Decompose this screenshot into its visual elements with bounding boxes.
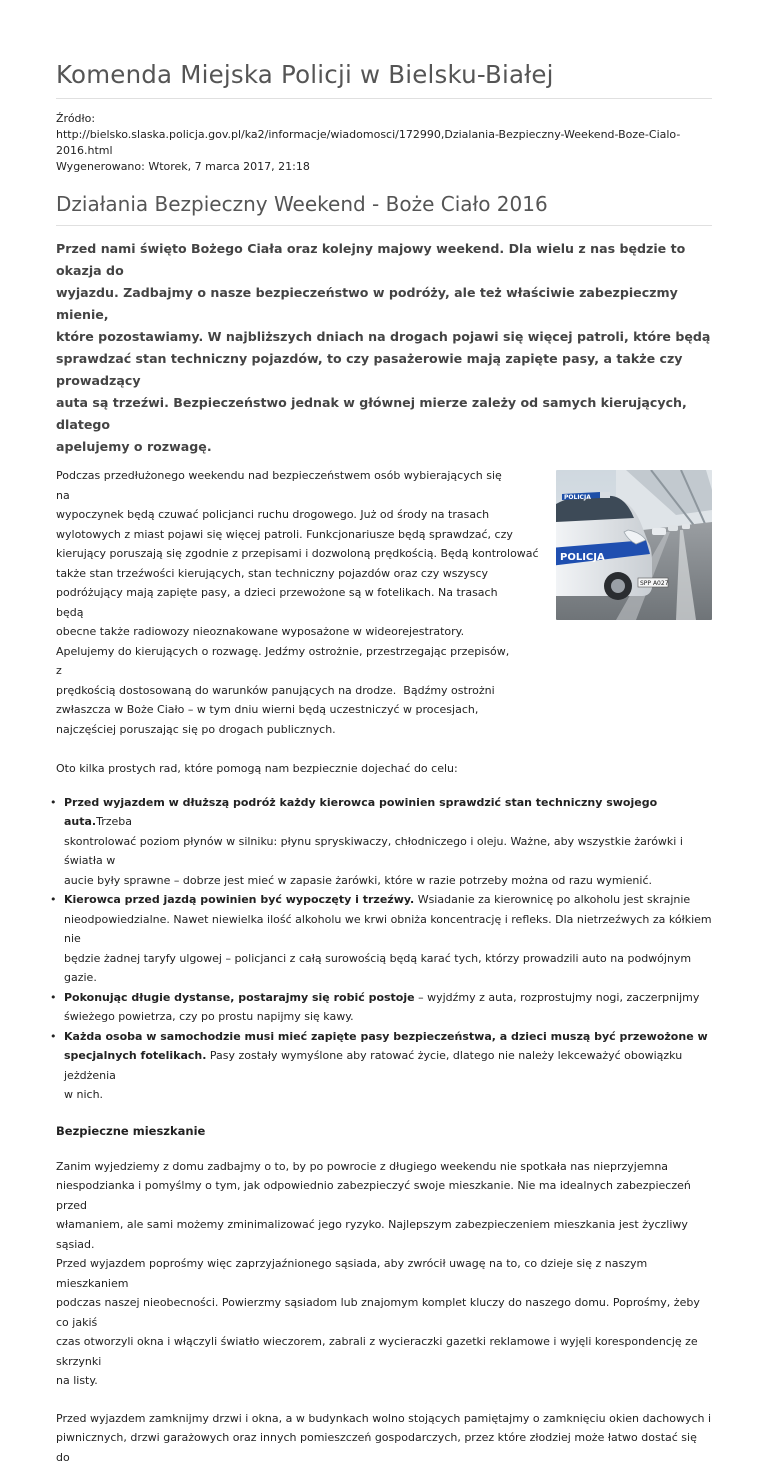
tip-text: Pasy zostały wymyślone aby ratować życie, dlatego nie należy lekceważyć obowiązku jeżdżenia [64, 1049, 682, 1082]
intro-paragraph [56, 466, 518, 739]
intro-line: Podczas przedłużonego weekendu nad bezpieczeństwem osób wybierających się na [56, 466, 518, 505]
tips-intro: Oto kilka prostych rad, które pomogą nam bezpiecznie dojechać do celu: [56, 759, 712, 779]
police-car-image [556, 470, 712, 620]
list-item [56, 793, 712, 891]
intro-line: prędkością dostosowaną do warunków panujących na drodze. Bądźmy ostrożni [56, 681, 518, 701]
car-side-text: POLICJA [560, 552, 605, 563]
source-url: http://bielsko.slaska.policja.gov.pl/ka2/informacje/wiadomosci/172990,Dzialania-Bezpieczny-Weekend-Boze-Cialo-2016.html [56, 127, 712, 159]
tips-list [56, 793, 712, 1105]
list-item [56, 890, 712, 988]
section-heading: Bezpieczne mieszkanie [56, 1121, 712, 1141]
tip-bold: Przed wyjazdem w dłuższą podróż każdy kierowca powinien sprawdzić stan techniczny swojego auta. [64, 796, 657, 829]
list-item [56, 1027, 712, 1105]
home-paragraph [56, 1157, 712, 1391]
lead-line: auta są trzeźwi. Bezpieczeństwo jednak w głównej mierze zależy od samych kierujących, dlatego [56, 392, 712, 436]
bullet-icon: • [50, 1027, 57, 1047]
article-title-divider [56, 225, 712, 226]
tip-bold: Kierowca przed jazdą powinien być wypoczęty i trzeźwy. [64, 893, 414, 906]
source-label: Źródło: [56, 111, 712, 127]
tip-text: aucie były sprawne – dobrze jest mieć w zapasie żarówki, które w razie potrzeby można od razu wymienić. [64, 874, 652, 887]
source-meta [56, 111, 712, 175]
tip-text: będzie żadnej taryfy ulgowej – policjanci z całą surowością będą karać tych, którzy prowadzili auto na podwójnym gazie. [64, 952, 691, 985]
tip-bold: specjalnych fotelikach. [64, 1049, 206, 1062]
home-line: Zanim wyjedziemy z domu zadbajmy o to, by po powrocie z długiego weekendu nie spotkała nas nieprzyjemna [56, 1157, 712, 1177]
article-title: Działania Bezpieczny Weekend - Boże Ciało 2016 [56, 189, 712, 219]
tip-text: – wyjdźmy z auta, rozprostujmy nogi, zaczerpnijmy [415, 991, 700, 1004]
tip-bold: Każda osoba w samochodzie musi mieć zapięte pasy bezpieczeństwa, a dzieci muszą być przewożone w [64, 1030, 708, 1043]
tip-text: skontrolować poziom płynów w silniku: płynu spryskiwaczy, chłodniczego i oleju. Ważne, aby wszystkie żarówki i światła w [64, 835, 683, 868]
lead-line: wyjazdu. Zadbajmy o nasze bezpieczeństwo w podróży, ale też właściwie zabezpieczmy mienie, [56, 282, 712, 326]
intro-line: wypoczynek będą czuwać policjanci ruchu drogowego. Już od środy na trasach [56, 505, 518, 525]
tip-text: świeżego powietrza, czy po prostu napijmy się kawy. [64, 1010, 354, 1023]
list-item [56, 988, 712, 1027]
intro-line: obecne także radiowozy nieoznakowane wyposażone w wideorejestratory. [56, 622, 518, 642]
home-line: na listy. [56, 1371, 712, 1391]
tip-text: Wsiadanie za kierownicę po alkoholu jest skrajnie [414, 893, 690, 906]
tip-text: w nich. [64, 1088, 103, 1101]
tip-bold: Pokonując długie dystanse, postarajmy się robić postoje [64, 991, 415, 1004]
car-roof-text: POLICJA [564, 494, 591, 501]
last-line: piwnicznych, drzwi garażowych oraz innych pomieszczeń gospodarczych, przez które złodziej może łatwo dostać się do [56, 1428, 712, 1467]
license-plate: SPP A027 [640, 580, 669, 587]
home-line: Przed wyjazdem poprośmy więc zaprzyjaźnionego sąsiada, aby zwrócił uwagę na to, co dzieje się z naszym mieszkaniem [56, 1254, 712, 1293]
intro-line: podróżujący mają zapięte pasy, a dzieci przewożone są w fotelikach. Na trasach będą [56, 583, 518, 622]
intro-line: także stan trzeźwości kierujących, stan techniczny pojazdów oraz czy wszyscy [56, 564, 518, 584]
home-line: włamaniem, ale sami możemy zminimalizować jego ryzyko. Najlepszym zabezpieczeniem mieszkania jest życzliwy sąsiad. [56, 1215, 712, 1254]
lead-line: które pozostawiamy. W najbliższych dniach na drogach pojawi się więcej patroli, które będą [56, 326, 712, 348]
bullet-icon: • [50, 793, 57, 813]
generated-date: Wygenerowano: Wtorek, 7 marca 2017, 21:18 [56, 159, 712, 175]
intro-line: zwłaszcza w Boże Ciało – w tym dniu wierni będą uczestniczyć w procesjach, [56, 700, 518, 720]
tip-text: Trzeba [96, 815, 132, 828]
bullet-icon: • [50, 988, 57, 1008]
intro-line: Apelujemy do kierujących o rozwagę. Jedźmy ostrożnie, przestrzegając przepisów, z [56, 642, 518, 681]
last-paragraph [56, 1409, 712, 1467]
intro-line: wylotowych z miast pojawi się więcej patroli. Funkcjonariusze będą sprawdzać, czy [56, 525, 518, 545]
intro-block [56, 466, 712, 739]
site-title: Komenda Miejska Policji w Bielsku-Białej [56, 0, 712, 92]
intro-line: kierujący poruszają się zgodnie z przepisami i dozwoloną prędkością. Będą kontrolować [56, 544, 518, 564]
last-line: Przed wyjazdem zamknijmy drzwi i okna, a w budynkach wolno stojących pamiętajmy o zamknięciu okien dachowych i [56, 1409, 712, 1429]
article-lead [56, 238, 712, 458]
tip-text: nieodpowiedzialne. Nawet niewielka ilość alkoholu we krwi obniża koncentrację i refleks. Dla nietrzeźwych za kółkiem nie [64, 913, 712, 946]
title-divider [56, 98, 712, 99]
police-car-photo [556, 470, 712, 620]
lead-line: Przed nami święto Bożego Ciała oraz kolejny majowy weekend. Dla wielu z nas będzie to okazja do [56, 238, 712, 282]
home-line: niespodzianka i pomyślmy o tym, jak odpowiednio zabezpieczyć swoje mieszkanie. Nie ma idealnych zabezpieczeń przed [56, 1176, 712, 1215]
lead-line: apelujemy o rozwagę. [56, 436, 712, 458]
home-line: czas otworzyli okna i włączyli światło wieczorem, zabrali z wycieraczki gazetki reklamowe i wyjęli korespondencję ze skrzynki [56, 1332, 712, 1371]
intro-line: najczęściej poruszając się po drogach publicznych. [56, 720, 518, 740]
lead-line: sprawdzać stan techniczny pojazdów, to czy pasażerowie mają zapięte pasy, a także czy prowadzący [56, 348, 712, 392]
home-line: podczas naszej nieobecności. Powierzmy sąsiadom lub znajomym komplet kluczy do naszego domu. Poprośmy, żeby co jakiś [56, 1293, 712, 1332]
bullet-icon: • [50, 890, 57, 910]
